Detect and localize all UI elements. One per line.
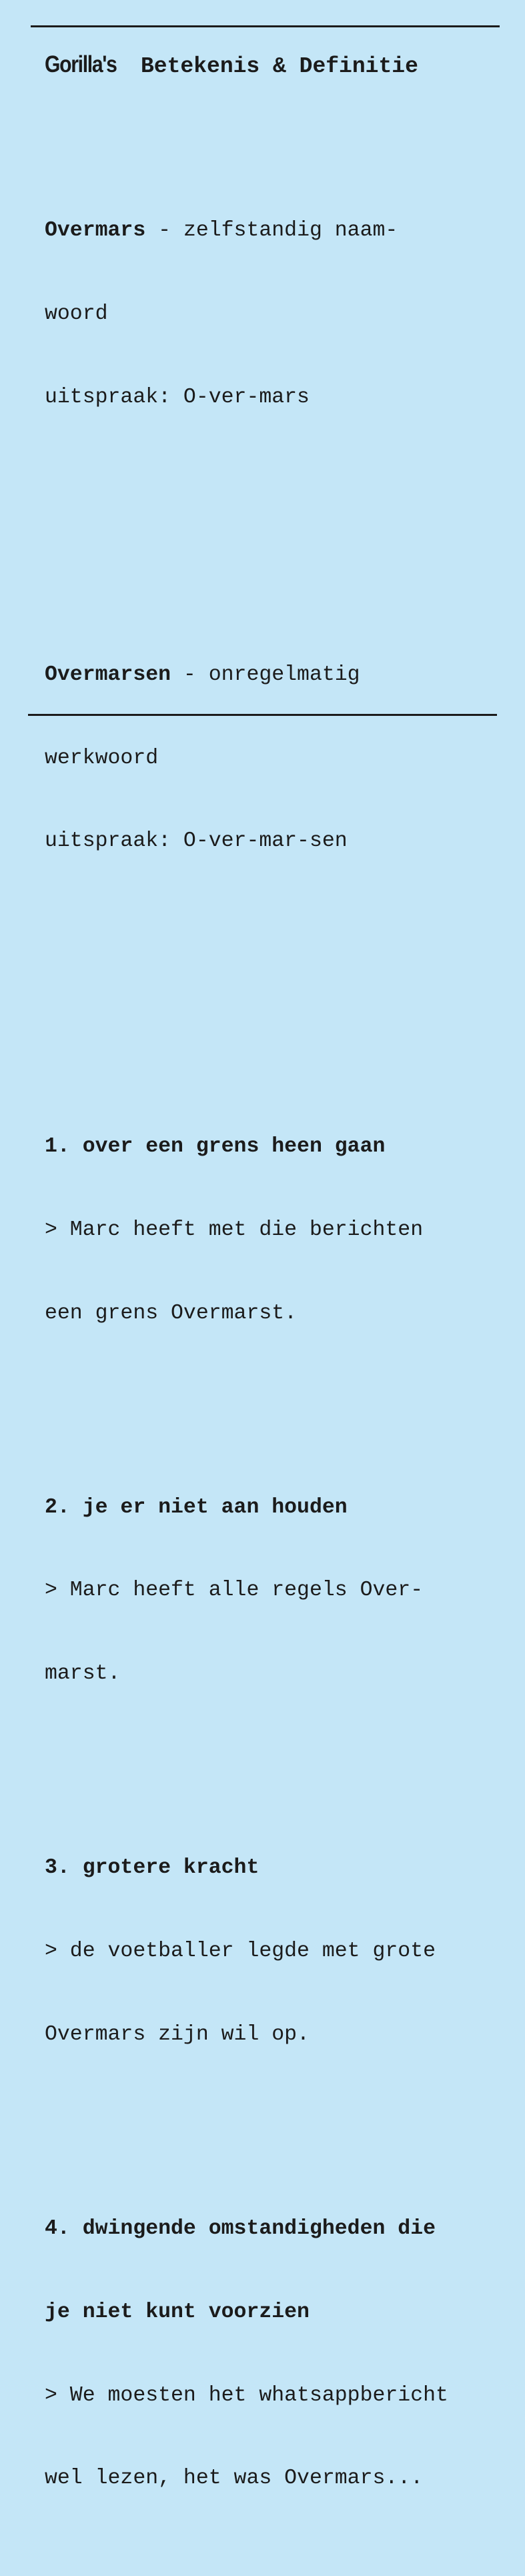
definition-item [45,1438,448,1744]
brand-logo: Gorilla's [45,51,117,77]
page-title [45,48,418,86]
definition-heading: 4. dwingende omstandigheden die [45,2217,436,2241]
definition-example: een grens Overmarst. [45,1301,298,1325]
definition-example: wel lezen, het was Overmars... [45,2467,424,2491]
spacer [45,966,448,994]
definition-example: Overmars zijn wil op. [45,2022,310,2046]
entry-term: Overmars [45,219,146,243]
entry-verb [45,606,448,911]
definition-item [45,2160,448,2548]
definition-example: > Marc heeft met die berichten [45,1218,424,1242]
bottom-divider [28,714,497,716]
definition-example: > Marc heeft alle regels Over- [45,1579,424,1603]
entry-pronunciation: uitspraak: O-ver-mars [45,385,310,409]
definition-body [45,106,448,2576]
entry-pronunciation: uitspraak: O-ver-mar-sen [45,829,348,853]
entry-part-of-speech: - onregelmatig [171,663,360,687]
definition-example: > de voetballer legde met grote [45,1940,436,1964]
definition-item [45,1078,448,1383]
title-text: Betekenis & Definitie [141,54,418,79]
definition-heading: 1. over een grens heen gaan [45,1134,386,1158]
entry-part-of-speech-cont: woord [45,302,108,326]
definition-heading: 2. je er niet aan houden [45,1495,348,1519]
entry-noun [45,161,448,467]
definition-example: marst. [45,1662,121,1686]
definition-heading: je niet kunt voorzien [45,2300,310,2324]
entry-part-of-speech: - zelfstandig naam- [145,219,398,243]
entry-term: Overmarsen [45,663,171,687]
entry-part-of-speech-cont: werkwoord [45,746,159,770]
top-divider [31,25,500,27]
spacer [45,522,448,550]
definition-example: > We moesten het whatsappbericht [45,2383,448,2407]
definition-heading: 3. grotere kracht [45,1856,259,1880]
definition-item [45,1799,448,2104]
